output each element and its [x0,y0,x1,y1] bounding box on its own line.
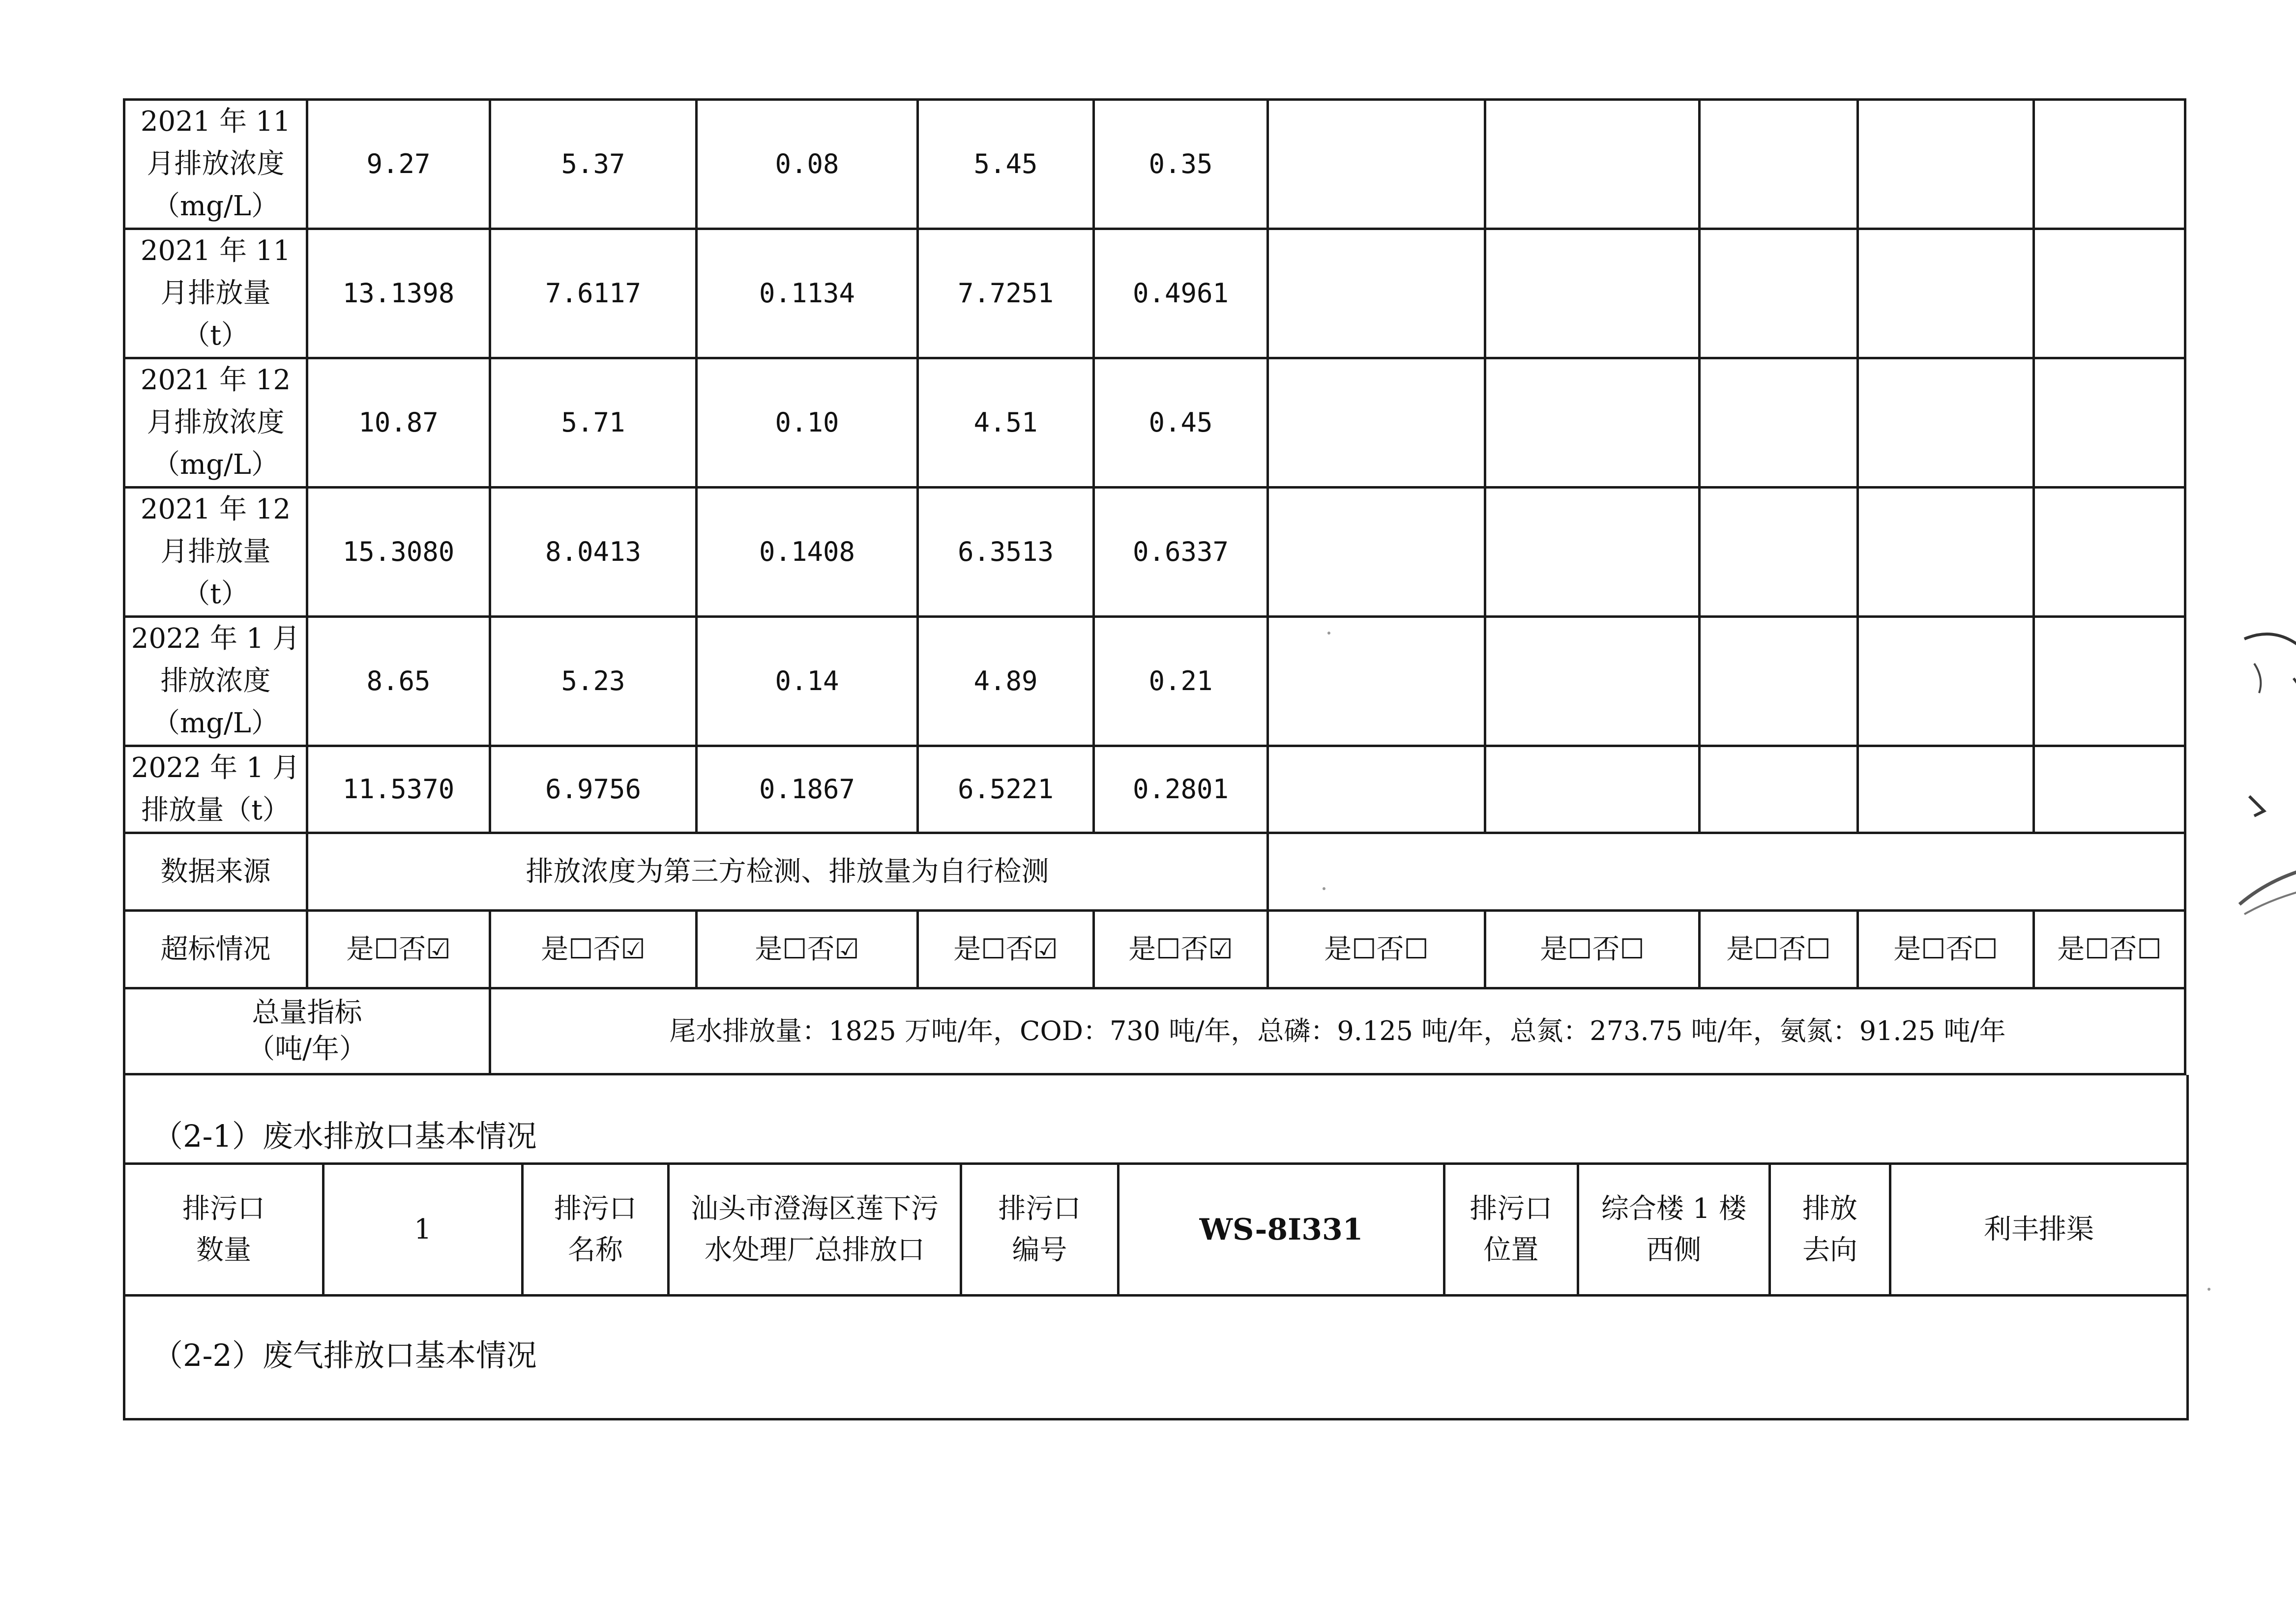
value-cell: 0.6337 [1094,488,1268,617]
total-row [124,988,2185,1074]
value-cell: 5.37 [490,100,697,229]
exceed-checkbox-cell: 是☐否☐ [1268,911,1485,988]
exceed-checkbox-cell: 是☐否☑ [307,911,490,988]
data-row [124,617,2185,746]
empty-cell [1268,358,1485,488]
scan-speck [1323,887,1325,890]
exceed-checkbox-cell: 是☐否☐ [1858,911,2034,988]
empty-cell [1268,100,1485,229]
value-cell: 4.51 [918,358,1094,488]
partial-seal-stamp [2235,619,2296,924]
section-2-1-box [123,1075,2189,1162]
empty-cell [2034,746,2185,833]
value-cell: 0.1134 [697,229,918,358]
value-cell: 7.6117 [490,229,697,358]
data-source-row [124,833,2185,911]
empty-cell [1700,617,1858,746]
value-cell: 8.0413 [490,488,697,617]
empty-cell [2034,358,2185,488]
data-row [124,746,2185,833]
empty-cell [1268,229,1485,358]
empty-cell [1268,746,1485,833]
outlet-name-value: 汕头市澄海区莲下污 水处理厂总排放口 [669,1164,961,1296]
row-label: 2021 年 12 月排放浓度 （mg/L） [124,358,307,488]
exceed-row [124,911,2185,988]
value-cell: 5.71 [490,358,697,488]
section-2-2-box [123,1294,2189,1420]
value-cell: 11.5370 [307,746,490,833]
outlet-code-value: WS-8I331 [1119,1164,1444,1296]
outlet-location-label: 排污口 位置 [1444,1164,1578,1296]
data-row [124,229,2185,358]
value-cell: 6.5221 [918,746,1094,833]
data-row [124,100,2185,229]
total-label: 总量指标 （吨/年） [124,988,490,1074]
data-source-value: 排放浓度为第三方检测、排放量为自行检测 [307,833,1268,911]
empty-cell [1268,833,2185,911]
total-value: 尾水排放量：1825 万吨/年，COD：730 吨/年，总磷：9.125 吨/年，总氮：273.75 吨/年，氨氮：91.25 吨/年 [490,988,2185,1074]
empty-cell [1485,100,1700,229]
value-cell: 4.89 [918,617,1094,746]
empty-cell [2034,100,2185,229]
value-cell: 0.1408 [697,488,918,617]
data-source-label: 数据来源 [124,833,307,911]
value-cell: 6.9756 [490,746,697,833]
empty-cell [1858,358,2034,488]
row-label: 2022 年 1 月 排放浓度 （mg/L） [124,617,307,746]
empty-cell [1858,488,2034,617]
exceed-checkbox-cell: 是☐否☑ [490,911,697,988]
empty-cell [1858,746,2034,833]
value-cell: 9.27 [307,100,490,229]
exceed-checkbox-cell: 是☐否☐ [2034,911,2185,988]
value-cell: 15.3080 [307,488,490,617]
value-cell: 0.10 [697,358,918,488]
section-2-2-title: （2-2）废气排放口基本情况 [152,1337,537,1373]
data-row [124,488,2185,617]
exceed-checkbox-cell: 是☐否☑ [1094,911,1268,988]
empty-cell [1268,488,1485,617]
section-2-1-title: （2-1）废水排放口基本情况 [152,1118,537,1154]
outlet-name-label: 排污口 名称 [523,1164,669,1296]
row-label: 2021 年 12 月排放量 （t） [124,488,307,617]
value-cell: 13.1398 [307,229,490,358]
empty-cell [1700,100,1858,229]
value-cell: 5.23 [490,617,697,746]
value-cell: 10.87 [307,358,490,488]
exceed-checkbox-cell: 是☐否☑ [697,911,918,988]
exceed-checkbox-cell: 是☐否☐ [1700,911,1858,988]
empty-cell [2034,488,2185,617]
empty-cell [1700,488,1858,617]
value-cell: 0.35 [1094,100,1268,229]
value-cell: 0.1867 [697,746,918,833]
value-cell: 0.08 [697,100,918,229]
outlet-count-value: 1 [324,1164,523,1296]
row-label: 2021 年 11 月排放浓度 （mg/L） [124,100,307,229]
value-cell: 5.45 [918,100,1094,229]
outlet-location-value: 综合楼 1 楼 西侧 [1578,1164,1770,1296]
value-cell: 8.65 [307,617,490,746]
wastewater-outlet-table [123,1162,2189,1297]
empty-cell [1485,746,1700,833]
exceed-checkbox-cell: 是☐否☐ [1485,911,1700,988]
exceed-label: 超标情况 [124,911,307,988]
empty-cell [1485,617,1700,746]
empty-cell [1858,229,2034,358]
empty-cell [1700,358,1858,488]
value-cell: 0.4961 [1094,229,1268,358]
value-cell: 0.14 [697,617,918,746]
outlet-code-label: 排污口 编号 [961,1164,1119,1296]
empty-cell [1268,617,1485,746]
exceed-checkbox-cell: 是☐否☑ [918,911,1094,988]
discharge-value: 利丰排渠 [1890,1164,2188,1296]
row-label: 2022 年 1 月 排放量（t） [124,746,307,833]
row-label: 2021 年 11 月排放量 （t） [124,229,307,358]
scan-speck [1327,632,1330,635]
empty-cell [1485,358,1700,488]
empty-cell [2034,229,2185,358]
emission-data-table [123,98,2186,1075]
value-cell: 6.3513 [918,488,1094,617]
value-cell: 7.7251 [918,229,1094,358]
empty-cell [1485,488,1700,617]
discharge-label: 排放 去向 [1770,1164,1890,1296]
empty-cell [1700,229,1858,358]
empty-cell [1700,746,1858,833]
empty-cell [1858,100,2034,229]
value-cell: 0.45 [1094,358,1268,488]
value-cell: 0.21 [1094,617,1268,746]
value-cell: 0.2801 [1094,746,1268,833]
data-row [124,358,2185,488]
empty-cell [1858,617,2034,746]
outlet-count-label: 排污口 数量 [124,1164,324,1296]
empty-cell [2034,617,2185,746]
empty-cell [1485,229,1700,358]
scan-speck [2208,1288,2210,1291]
